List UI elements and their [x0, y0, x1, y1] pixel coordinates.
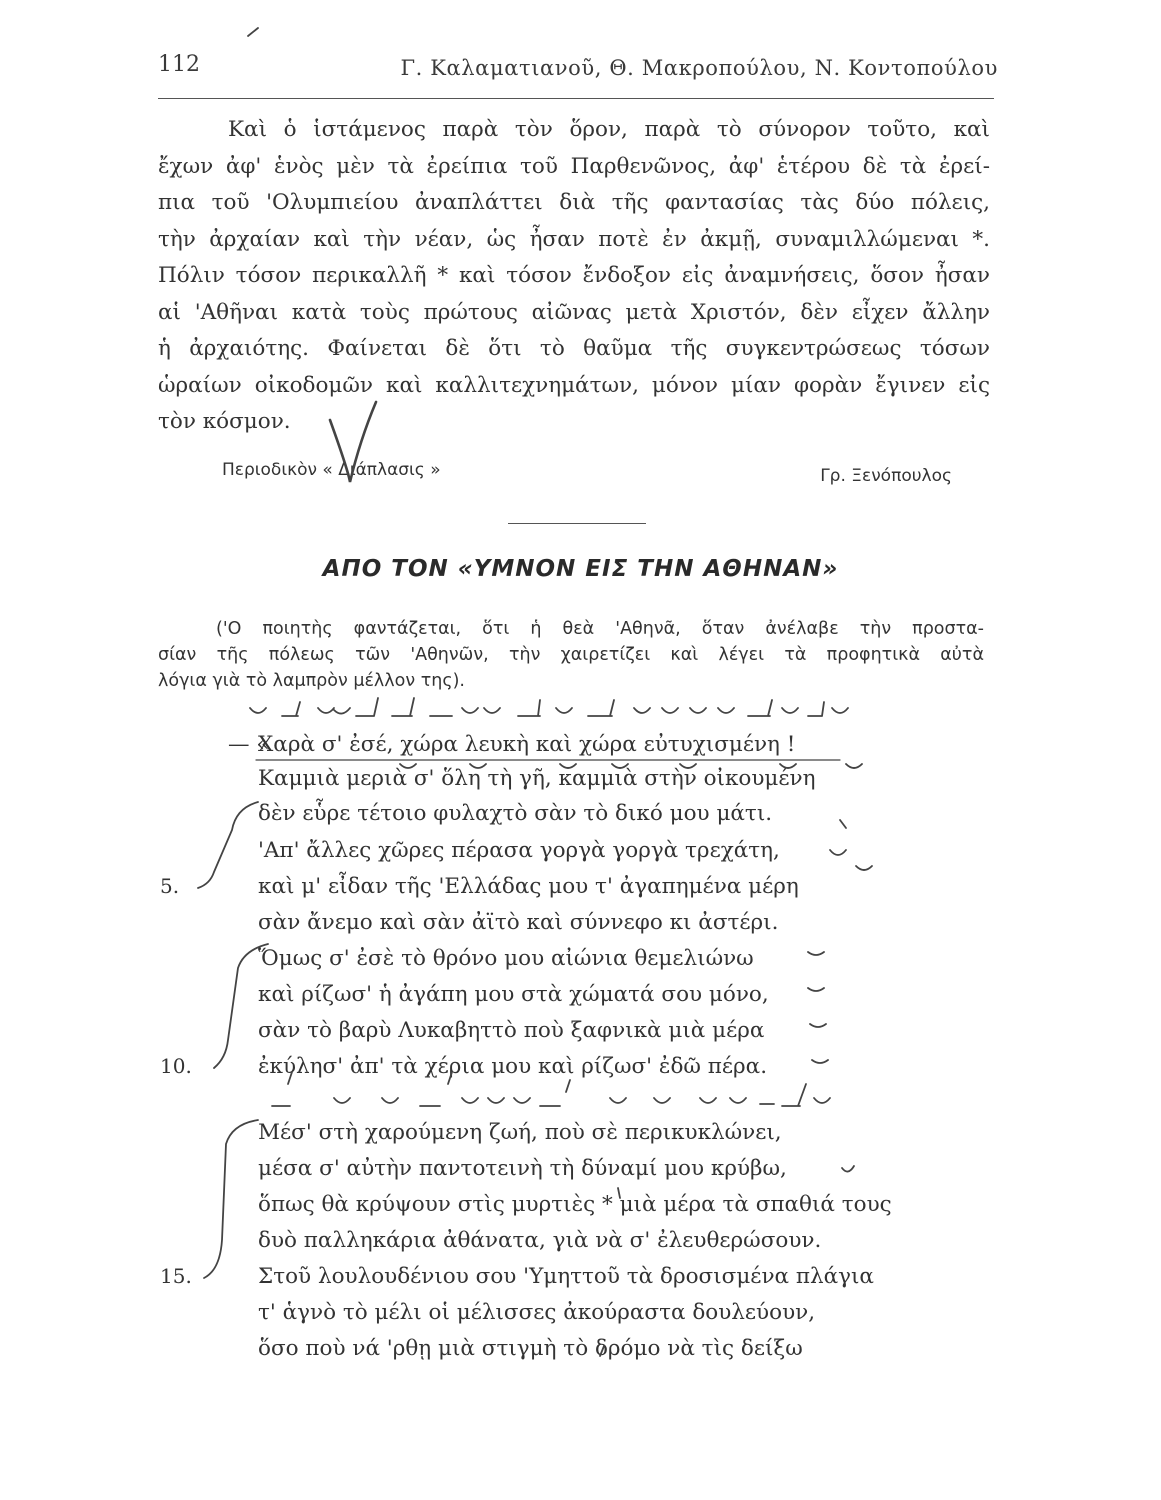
- intro-line: λόγια γιὰ τὸ λαμπρὸν μέλλον της).: [158, 671, 465, 691]
- poem-line: μέσα σ' αὐτὴν παντοτεινὴ τὴ δύναμί μου κρύβω,: [258, 1156, 787, 1181]
- prose-line: Πόλιν τόσον περικαλλῆ * καὶ τόσον ἔνδοξον εἰς ἀναμνήσεις, ὅσον ἦσαν: [158, 263, 990, 288]
- poem-line: Καμμιὰ μεριὰ σ' ὅλη τὴ γῆ, καμμιὰ στὴν οἰκουμένη: [258, 766, 816, 791]
- prose-line: ὡραίων οἰκοδομῶν καὶ καλλιτεχνημάτων, μόνον μίαν φορὰν ἔγινεν εἰς: [158, 372, 990, 398]
- section-title: ΑΠΟ ΤΟΝ «ΥΜΝΟΝ ΕΙΣ ΤΗΝ ΑΘΗΝΑΝ»: [322, 556, 839, 582]
- running-head: Γ. Καλαματιανοῦ, Θ. Μακροπούλου, Ν. Κοντοπούλου: [400, 56, 998, 80]
- poem-line: Στοῦ λουλουδένιου σου 'Υμηττοῦ τὰ δροσισμένα πλάγια: [258, 1264, 874, 1289]
- poem-line: 'Απ' ἄλλες χῶρες πέρασα γοργὰ γοργὰ τρεχάτη,: [258, 838, 780, 863]
- poem-line: Χαρὰ σ' ἐσέ, χώρα λευκὴ καὶ χώρα εὐτυχισμένη !: [258, 732, 796, 757]
- author-name: Γρ. Ξενόπουλος: [820, 466, 952, 486]
- line-number: 10.: [160, 1054, 192, 1078]
- line-number: 5.: [160, 874, 180, 898]
- poem-line: σὰν ἄνεμο καὶ σὰν ἀϊτὸ καὶ σύννεφο κι ἀστέρι.: [258, 910, 779, 935]
- intro-line: ('Ο ποιητὴς φαντάζεται, ὅτι ἡ θεὰ 'Αθηνᾶ, ὅταν ἀνέλαβε τὴν προστα-: [216, 619, 984, 639]
- poem-line: Ὅμως σ' ἐσὲ τὸ θρόνο μου αἰώνια θεμελιώνω: [258, 946, 754, 971]
- intro-line: σίαν τῆς πόλεως τῶν 'Αθηνῶν, τὴν χαιρετίζει καὶ λέγει τὰ προφητικὰ αὐτὰ: [158, 645, 984, 665]
- prose-line: ἔχων ἀφ' ἑνὸς μὲν τὰ ἐρείπια τοῦ Παρθενῶνος, ἀφ' ἑτέρου δὲ τὰ ἐρεί-: [158, 153, 990, 179]
- poem-line: καὶ μ' εἶδαν τῆς 'Ελλάδας μου τ' ἀγαπημένα μέρη: [258, 874, 799, 899]
- poem-line: καὶ ρίζωσ' ἡ ἀγάπη μου στὰ χώματά σου μόνο,: [258, 982, 769, 1007]
- source-citation: Περιοδικὸν « Διάπλασις »: [222, 460, 441, 480]
- prose-line: ἡ ἀρχαιότης. Φαίνεται δὲ ὅτι τὸ θαῦμα τῆς συγκεντρώσεως τόσων: [158, 336, 990, 361]
- poem-line: σὰν τὸ βαρὺ Λυκαβηττὸ ποὺ ξαφνικὰ μιὰ μέρα: [258, 1018, 765, 1043]
- line-number: 15.: [160, 1264, 192, 1288]
- poem-line: ἐκύλησ' ἀπ' τὰ χέρια μου καὶ ρίζωσ' ἐδῶ πέρα.: [258, 1054, 768, 1079]
- poem-line: Μέσ' στὴ χαρούμενη ζωή, ποὺ σὲ περικυκλώνει,: [258, 1120, 782, 1145]
- poem-line: τ' ἁγνὸ τὸ μέλι οἱ μέλισσες ἀκούραστα δουλεύουν,: [258, 1300, 816, 1325]
- prose-line: Καὶ ὁ ἱστάμενος παρὰ τὸν ὅρον, παρὰ τὸ σύνορον τοῦτο, καὶ: [228, 117, 990, 142]
- poem-line: ὅπως θὰ κρύψουν στὶς μυρτιὲς * μιὰ μέρα τὰ σπαθιά τους: [258, 1192, 892, 1217]
- prose-line: τὴν ἀρχαίαν καὶ τὴν νέαν, ὡς ἦσαν ποτὲ ἐν ἀκμῇ, συναμιλλώμεναι *.: [158, 226, 990, 252]
- poem-opening-dash: — «: [228, 732, 270, 757]
- poem-line: δυὸ παλληκάρια ἀθάνατα, γιὰ νὰ σ' ἐλευθερώσουν.: [258, 1228, 822, 1253]
- prose-line: τὸν κόσμον.: [158, 409, 291, 434]
- prose-line: αἱ 'Αθῆναι κατὰ τοὺς πρώτους αἰῶνας μετὰ Χριστόν, δὲν εἶχεν ἄλλην: [158, 299, 990, 325]
- poem-line: ὅσο ποὺ νά 'ρθῃ μιὰ στιγμὴ τὸ δρόμο νὰ τὶς δείξω: [258, 1336, 803, 1361]
- poem-line: δὲν εὗρε τέτοιο φυλαχτὸ σὰν τὸ δικό μου μάτι.: [258, 801, 773, 826]
- prose-line: πια τοῦ 'Ολυμπιείου ἀναπλάττει διὰ τῆς φαντασίας τὰς δύο πόλεις,: [158, 190, 990, 215]
- page-number: 112: [158, 52, 200, 77]
